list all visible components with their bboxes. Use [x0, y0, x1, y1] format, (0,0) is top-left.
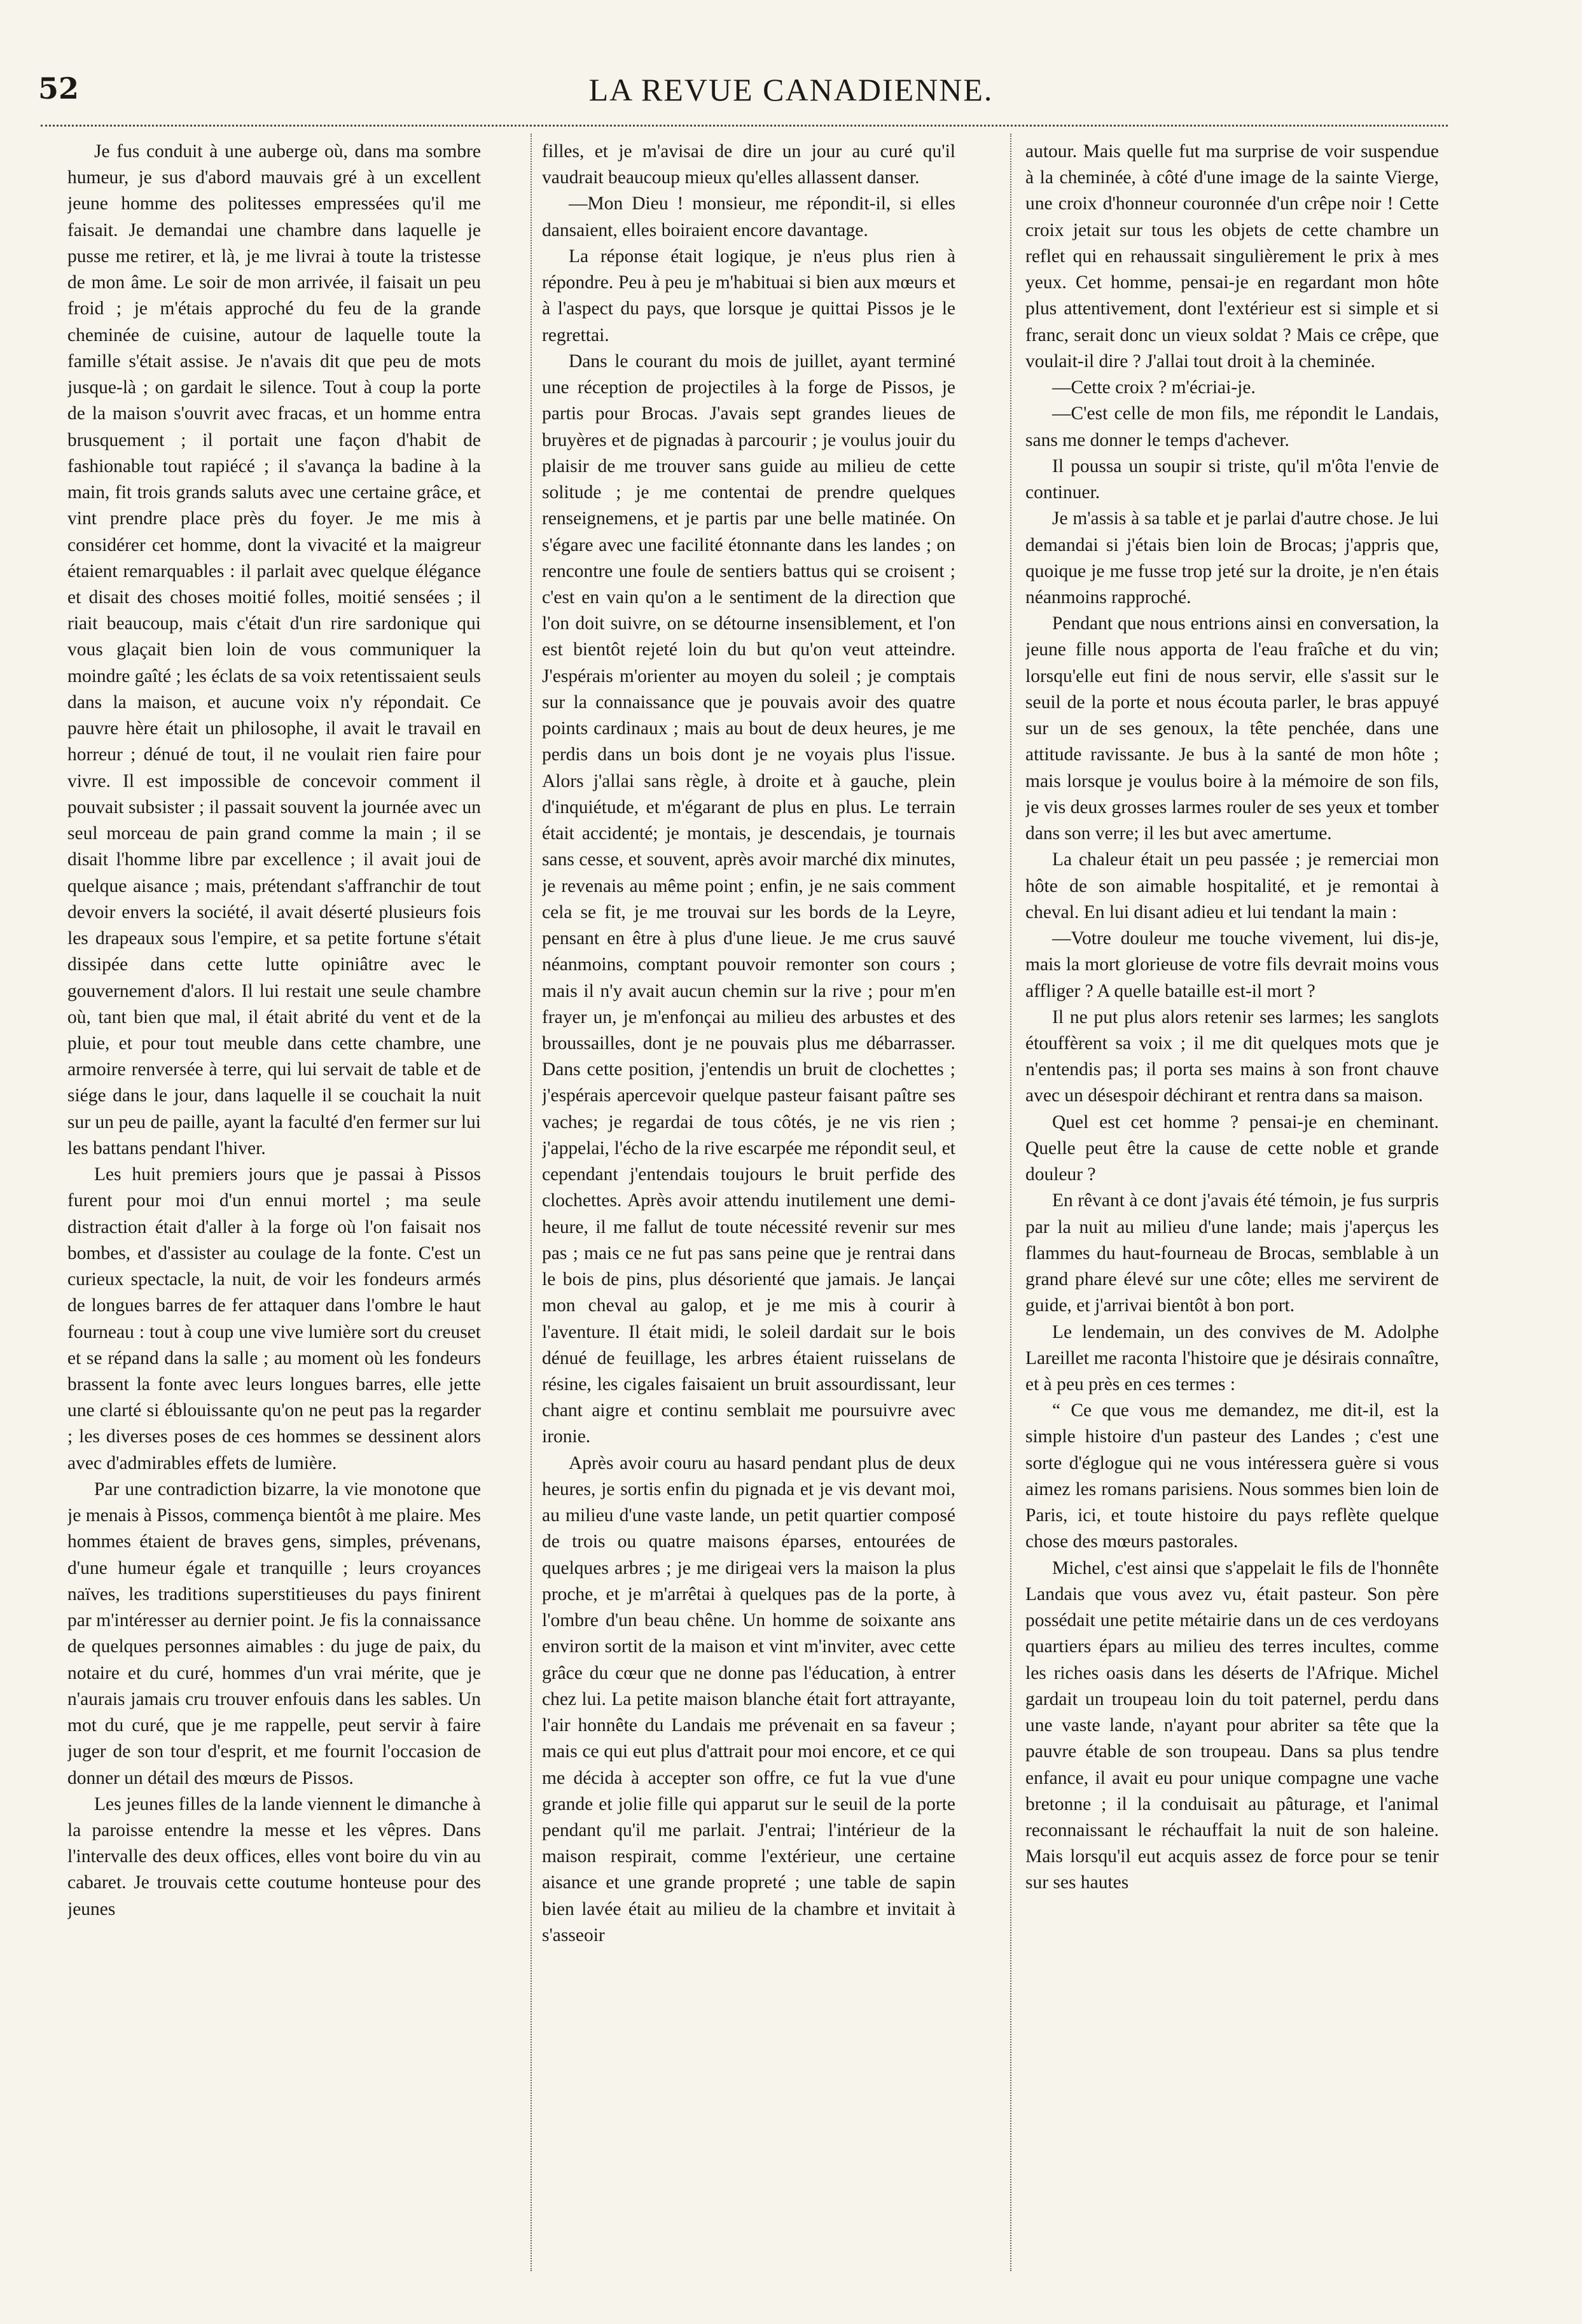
paragraph: Par une contradiction bizarre, la vie monotone que je menais à Pissos, commença bientôt à me plaire. Mes hommes étaient de braves gens, simples, prévenans, d'une humeur égale et tranquille ; leurs croyances naïves, les traditions superstitieuses du pays finirent par m'intéresser au dernier point. Je fis la connaissance de quelques personnes aimables : du juge de paix, du notaire et du curé, hommes d'un vrai mérite, que je n'aurais jamais cru trouver enfouis dans les sables. Un mot du curé, que je me rappelle, peut servir à faire juger de son tour d'esprit, et me fournit l'occasion de donner un détail des mœurs de Pissos. — [67, 1479, 481, 1788]
paragraph: La chaleur était un peu passée ; je remerciai mon hôte de son aimable hospitalité, et je remontai à cheval. En lui disant adieu et lui tendant la main : — [1025, 849, 1439, 922]
paragraph: —Votre douleur me touche vivement, lui dis-je, mais la mort glorieuse de votre fils devrait moins vous affliger ? A quelle bataille est-il mort ? — [1025, 928, 1439, 1001]
paragraph: Le lendemain, un des convives de M. Adolphe Lareillet me raconta l'histoire que je désirais connaître, et à peu près en ces termes : — [1025, 1321, 1439, 1395]
paragraph: Je fus conduit à une auberge où, dans ma sombre humeur, je sus d'abord mauvais gré à un excellent jeune homme des politesses empressées qu'il me faisait. Je demandai une chambre dans laquelle je pusse me retirer, et là, je me livrai à toute la tristesse de mon âme. Le soir de mon arrivée, il faisait un peu froid ; je m'étais approché du feu de la grande cheminée de cuisine, autour de laquelle toute la famille s'était assise. Je n'avais dit que peu de mots jusque-là ; on gardait le silence. Tout à coup la porte de la maison s'ouvrit avec fracas, et un homme entra brusquement ; il portait une façon d'habit de fashionable tout rapiécé ; il s'avança la badine à la main, fit trois grands saluts avec une certaine grâce, et vint prendre place près du foyer. Je me mis à considérer cet homme, dont la vivacité et la maigreur étaient remarquables : il parlait avec quelque élégance et disait des choses moitié folles, moitié sensées ; il riait beaucoup, mais c'était d'un rire sardonique qui vous glaçait bien loin de vous communiquer la moindre gaîté ; les éclats de sa voix retentissaient seuls dans la maison, et aucune voix n'y répondait. Ce pauvre hère était un philosophe, il avait le travail en horreur ; dénué de tout, il ne voulait rien faire pour vivre. Il est impossible de concevoir comment il pouvait subsister ; il passait souvent la journée avec un seul morceau de pain grand comme la main ; il se disait l'homme libre par excellence ; il avait joui de quelque aisance ; mais, prétendant s'affranchir de tout devoir envers la société, il avait déserté plusieurs fois les drapeaux sous l'empire, et sa petite fortune s'était dissipée dans cette lutte opiniâtre avec le gouvernement d'alors. Il lui restait une seule chambre où, tant bien que mal, il était abrité du vent et de la pluie, et pour tout meuble dans cette chambre, une armoire renversée à terre, qui lui servait de table et de siége dans le jour, dans laquelle il se couchait la nuit sur un peu de paille, ayant la faculté d'en fermer sur lui les battans pendant l'hiver. — [67, 141, 481, 1159]
paragraph: Les jeunes filles de la lande viennent le dimanche à la paroisse entendre la messe et les vêpres. Dans l'intervalle des deux offices, elles vont boire du vin au cabaret. Je trouvais cette coutume honteuse pour des jeunes — [67, 1793, 481, 1919]
column-rule — [531, 134, 532, 2271]
text-column-3 — [1025, 139, 1439, 2289]
paragraph: Quel est cet homme ? pensai-je en cheminant. Quelle peut être la cause de cette noble et grande douleur ? — [1025, 1111, 1439, 1185]
paragraph: —Cette croix ? m'écriai-je. — [1052, 377, 1256, 398]
paragraph: “ Ce que vous me demandez, me dit-il, est la simple histoire d'un pasteur des Landes ; c'est une sorte d'églogue qui ne vous intéressera guère si vous aimez les romans parisiens. Nous sommes bien loin de Paris, ici, et toute histoire du pays reflète quelque chose des mœurs pastorales. — [1025, 1400, 1439, 1552]
paragraph: Michel, c'est ainsi que s'appelait le fils de l'honnête Landais que vous avez vu, était pasteur. Son père possédait une petite métairie dans un de ces verdoyans quartiers épars au milieu des terres incultes, comme les riches oasis dans les déserts de l'Afrique. Michel gardait un troupeau loin du toit paternel, perdu dans une vaste lande, n'ayant pour abriter sa tête que la pauvre étable de son troupeau. Dans sa plus tendre enfance, il avait eu pour unique compagne une vache bretonne ; il la conduisait au pâturage, et l'animal reconnaissant le réchauffait la nuit de son haleine. Mais lorsqu'il eut acquis assez de force pour se tenir sur ses hautes — [1025, 1557, 1439, 1893]
text-column-2 — [542, 139, 955, 2289]
paragraph: —Mon Dieu ! monsieur, me répondit-il, si elles dansaient, elles boiraient encore davantage. — [542, 193, 955, 240]
paragraph: Pendant que nous entrions ainsi en conversation, la jeune fille nous apporta de l'eau fraîche et du vin; lorsqu'elle eut fini de nous servir, elle s'assit sur le seuil de la porte et nous écouta parler, le bras appuyé sur un de ses genoux, la tête penchée, dans une attitude ravissante. Je bus à la santé de mon hôte ; mais lorsque je voulus boire à la mémoire de son fils, je vis deux grosses larmes rouler de ses yeux et tomber dans son verre; il les but avec amertume. — [1025, 613, 1439, 844]
paragraph: Dans le courant du mois de juillet, ayant terminé une réception de projectiles à la forge de Pissos, je partis pour Brocas. J'avais sept grandes lieues de bruyères et de pignadas à parcourir ; je voulus jouir du plaisir de me trouver sans guide au milieu de cette solitude ; je me contentai de prendre quelques renseignemens, et je partis par une belle matinée. On s'égare avec une facilité étonnante dans les landes ; on rencontre une foule de sentiers battus qui se croisent ; c'est en vain qu'on a le sentiment de la direction que l'on doit suivre, on se détourne insensiblement, et l'on est bientôt rejeté loin du but qu'on veut atteindre. J'espérais m'orienter au moyen du soleil ; je comptais sur la connaissance que je pouvais avoir des quatre points cardinaux ; mais au bout de deux heures, je me perdis dans un bois dont je ne voyais plus l'issue. Alors j'allai sans règle, à droite et à gauche, plein d'inquiétude, et m'égarant de plus en plus. Le terrain était accidenté; je montais, je descendais, je tournais sans cesse, et souvent, après avoir marché dix minutes, je revenais au même point ; enfin, je ne sais comment cela se fit, je me trouvai sur les bords de la Leyre, pensant en être à plus d'une lieue. Je me crus sauvé néanmoins, comptant pouvoir remonter son cours ; mais il n'y avait aucun chemin sur la rive ; pour m'en frayer un, je m'enfonçai au milieu des arbustes et des broussailles, dont je ne pouvais plus me débarrasser. Dans cette position, j'entendis un bruit de clochettes ; j'espérais apercevoir quelque pasteur faisant paître ses vaches; je regardai de tous côtés, je ne vis rien ; j'appelai, l'écho de la rive escarpée me répondit seul, et cependant j'entendais toujours le bruit perfide des clochettes. Après avoir attendu inutilement une demi-heure, il me fallut de toute nécessité revenir sur mes pas ; mais ce ne fut pas sans peine que je rentrai dans le bois de pins, plus désorienté que jamais. Je lançai mon cheval au galop, et je me mis à courir à l'aventure. Il était midi, le soleil dardait sur le bois dénué de feuillage, les arbres étaient ruisselans de résine, les cigales faisaient un bruit assourdissant, leur chant aigre et continu semblait me poursuivre avec ironie. — [542, 351, 955, 1447]
header-rule — [41, 125, 1448, 127]
text-column-1 — [67, 139, 481, 2289]
paragraph: Je m'assis à sa table et je parlai d'autre chose. Je lui demandai si j'étais bien loin de Brocas; j'appris que, quoique je me fusse trop jeté sur la droite, je n'en étais néanmoins rapproché. — [1025, 508, 1439, 608]
paragraph: filles, et je m'avisai de dire un jour au curé qu'il vaudrait beaucoup mieux qu'elles allassent danser. — [542, 141, 955, 188]
page-number: 52 — [38, 71, 80, 106]
paragraph: Les huit premiers jours que je passai à Pissos furent pour moi d'un ennui mortel ; ma seule distraction était d'aller à la forge où l'on faisait nos bombes, et d'assister au coulage de la fonte. C'est un curieux spectacle, la nuit, de voir les fondeurs armés de longues barres de fer attaquer dans l'ombre le haut fourneau : tout à coup une vive lumière sort du creuset et se répand dans la salle ; au moment où les fondeurs brassent la fonte avec leurs longues barres, elle jette une clarté si éblouissante qu'on ne peut pas la regarder ; les diverses poses de ces hommes se dessinent alors avec d'admirables effets de lumière. — [67, 1164, 481, 1473]
paragraph: La réponse était logique, je n'eus plus rien à répondre. Peu à peu je m'habituai si bien aux mœurs et à l'aspect du pays, que lorsque je quittai Pissos je le regrettai. — [542, 246, 955, 345]
paragraph: Il ne put plus alors retenir ses larmes; les sanglots étouffèrent sa voix ; il me dit quelques mots que je n'entendis pas; il porta ses mains à son front chauve avec un désespoir déchirant et rentra dans sa maison. — [1025, 1006, 1439, 1106]
running-title: LA REVUE CANADIENNE. — [588, 72, 994, 108]
paragraph: autour. Mais quelle fut ma surprise de voir suspendue à la cheminée, à côté d'une image de la sainte Vierge, une croix d'honneur couronnée d'un crêpe noir ! Cette croix jetait sur tous les objets de cette chambre un reflet qui en rehaussait singulièrement le prix à mes yeux. Cet homme, pensai-je en regardant mon hôte plus attentivement, dont l'extérieur est si simple et si franc, serait donc un vieux soldat ? Mais ce crêpe, que voulait-il dire ? J'allai tout droit à la cheminée. — [1025, 141, 1439, 372]
paragraph: Il poussa un soupir si triste, qu'il m'ôta l'envie de continuer. — [1025, 456, 1439, 503]
paragraph: —C'est celle de mon fils, me répondit le Landais, sans me donner le temps d'achever. — [1025, 403, 1439, 450]
column-rule — [1010, 134, 1011, 2271]
paragraph: En rêvant à ce dont j'avais été témoin, je fus surpris par la nuit au milieu d'une lande; mais j'aperçus les flammes du haut-fourneau de Brocas, semblable à un grand phare élevé sur une côte; elles me servirent de guide, et j'arrivai bientôt à bon port. — [1025, 1190, 1439, 1316]
paragraph: Après avoir couru au hasard pendant plus de deux heures, je sortis enfin du pignada et je vis devant moi, au milieu d'une vaste lande, un petit quartier composé de trois ou quatre maisons éparses, entourées de quelques arbres ; je me dirigeai vers la maison la plus proche, et je m'arrêtai à quelques pas de la porte, à l'ombre d'un beau chêne. Un homme de soixante ans environ sortit de la maison et vint m'inviter, avec cette grâce du cœur que ne donne pas l'éducation, à entrer chez lui. La petite maison blanche était fort attrayante, l'air honnête du Landais me prévenait en sa faveur ; mais ce qui eut plus d'attrait pour moi encore, et ce qui me décida à accepter son offre, ce fut la vue d'une grande et jolie fille qui apparut sur le seuil de la porte pendant qu'il me parlait. J'entrai; l'intérieur de la maison respirait, comme l'extérieur, une certaine aisance et une grande propreté ; une table de sapin bien lavée était au milieu de la chambre et invitait à s'asseoir — [542, 1452, 955, 1945]
